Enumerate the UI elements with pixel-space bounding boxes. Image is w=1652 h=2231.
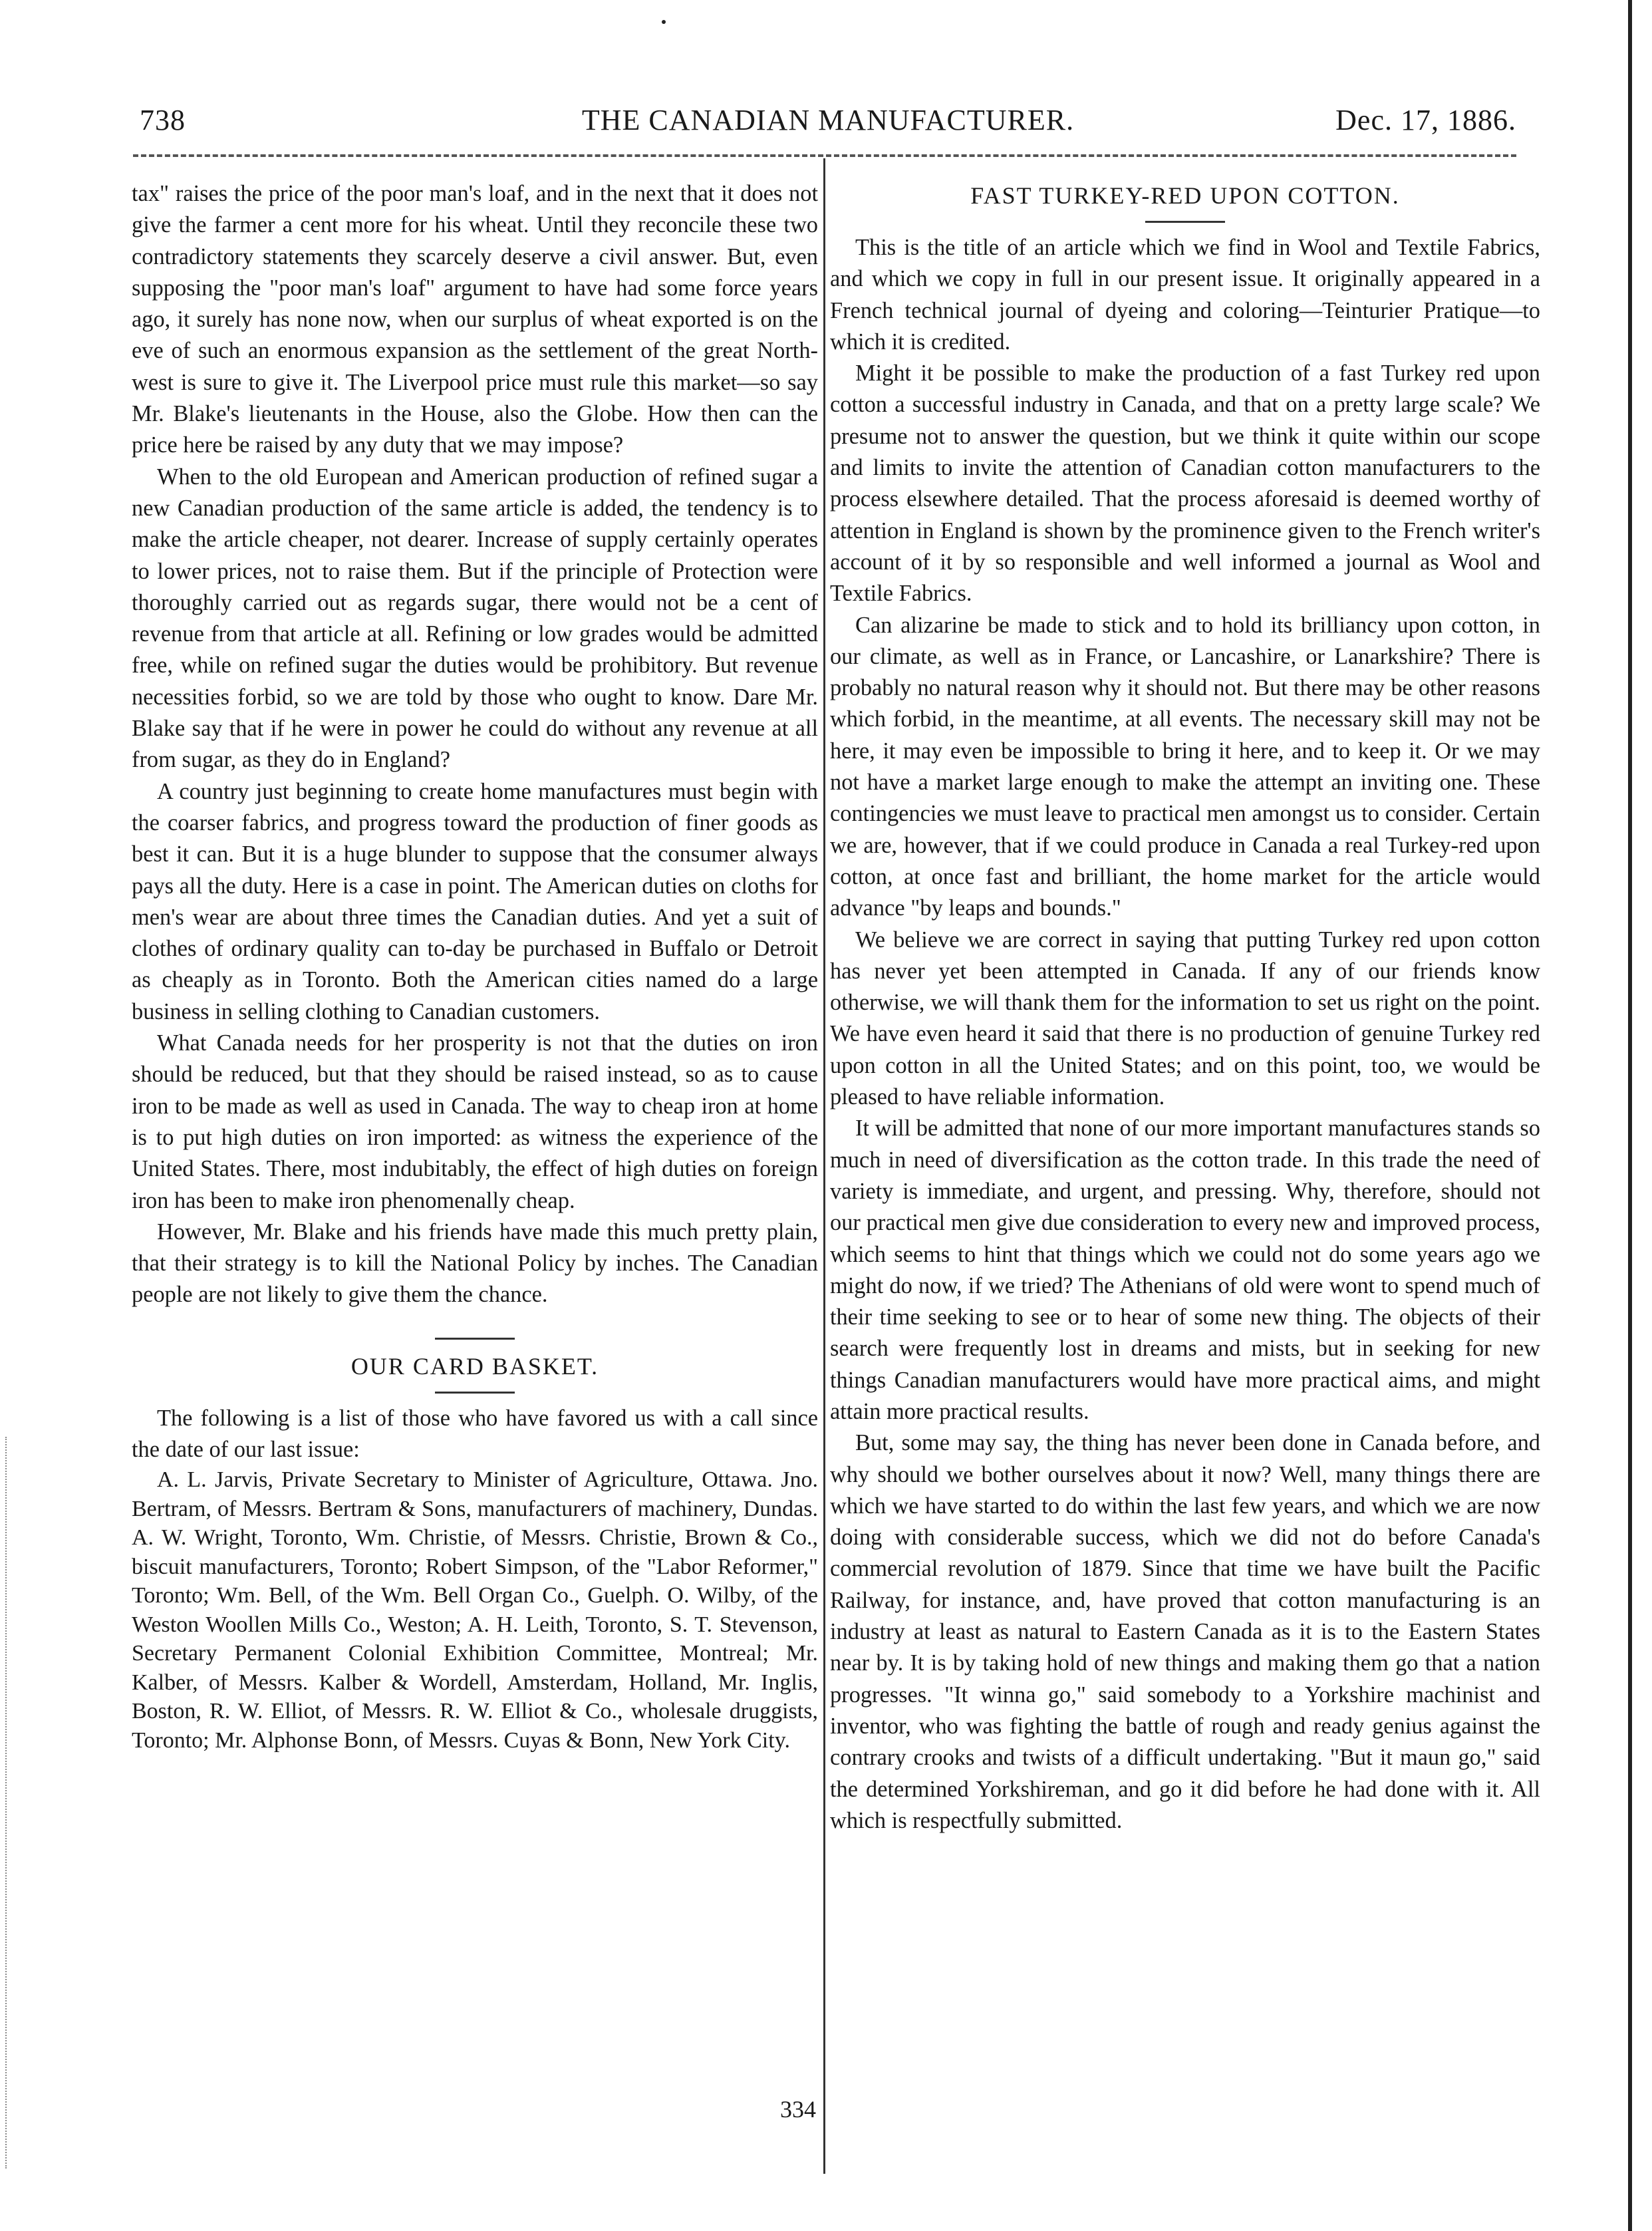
column-divider <box>823 158 825 2174</box>
article-paragraph: This is the title of an article which we find in Wool and Textile Fabrics, and which we copy in full in our present issue. It originally appeared in a French technical journal of dyeing and coloring—Teinturier Pratique—to which it is credited. <box>830 235 1540 355</box>
section-heading-turkey-red: FAST TURKEY-RED UPON COTTON. <box>970 182 1400 209</box>
article-paragraph: When to the old European and American production of refined sugar a new Canadian production of the same article is added, the tendency is to make the article cheaper, not dearer. Increase of supply certainly operates to lower prices, not to raise them. But if the principle of Protection were thoroughly carried out as regards sugar, there would not be a cent of revenue from that article at all. Refining or low grades would be admitted free, while on refined sugar the duties would be prohibitory. But revenue necessities forbid, so we are told by those who ought to know. Dare Mr. Blake say that if he were in power he could do without any revenue at all from sugar, as they do in England? <box>132 464 818 773</box>
left-column <box>132 178 818 1755</box>
footer-page-number: 334 <box>780 2096 816 2123</box>
scan-edge-marks <box>5 1437 12 2168</box>
issue-date: Dec. 17, 1886. <box>1335 104 1516 136</box>
publication-title: THE CANADIAN MANUFACTURER. <box>581 104 1075 136</box>
card-basket-intro: The following is a list of those who have favored us with a call since the date of our last issue: <box>132 1405 818 1462</box>
article-paragraph: Might it be possible to make the production of a fast Turkey red upon cotton a successful industry in Canada, and that on a pretty large scale? We presume not to answer the question, but we think it quite within our scope and limits to invite the attention of Canadian cotton manufacturers to the process elsewhere detailed. That the process aforesaid is deemed worthy of attention in England is shown by the prominence given to the French writer's account of it by so responsible and well informed a journal as Wool and Textile Fabrics. <box>830 361 1540 607</box>
section-heading-card-basket: OUR CARD BASKET. <box>350 1352 599 1380</box>
article-paragraph: However, Mr. Blake and his friends have made this much pretty plain, that their strategy is to kill the National Policy by inches. The Canadian people are not likely to give them the chance. <box>132 1219 818 1308</box>
scan-edge-rule <box>1628 0 1632 2231</box>
article-paragraph: We believe we are correct in saying that putting Turkey red upon cotton has never yet been attempted in Canada. If any of our friends know otherwise, we will thank them for the information to set us right on the point. We have even heard it said that there is no production of genuine Turkey red upon cotton in all the United States; and on this point, too, we would be pleased to have reliable information. <box>830 927 1540 1110</box>
article-paragraph: tax" raises the price of the poor man's loaf, and in the next that it does not give the farmer a cent more for his wheat. Until they reconcile these two contradictory statements they scarcely deserve a civil answer. But, even supposing the "poor man's loaf" argument to have had some force years ago, it surely has none now, when our surplus of wheat exported is on the eve of such an enormous expansion as the settlement of the great North-west is sure to give it. The Liverpool price must rule this market—so say Mr. Blake's lieutenants in the House, also the Globe. How then can the price here be raised by any duty that we may impose? <box>132 181 818 458</box>
section-divider <box>435 1338 515 1340</box>
article-paragraph: Can alizarine be made to stick and to hold its brilliancy upon cotton, in our climate, as well as in France, or Lancashire, or Lanarkshire? There is probably no natural reason why it should not. But there may be other reasons which forbid, in the meantime, at all events. The necessary skill may not be here, it may even be impossible to bring it here, and to keep it. Or we may not have a market large enough to make the attempt an inviting one. These contingencies we must leave to practical men amongst us to consider. Certain we are, however, that if we could produce in Canada a real Turkey-red upon cotton, at once fast and brilliant, the home market for the article would advance "by leaps and bounds." <box>830 612 1540 921</box>
right-column <box>830 178 1540 1837</box>
card-basket-list: A. L. Jarvis, Private Secretary to Minister of Agriculture, Ottawa. Jno. Bertram, of Messrs. Bertram & Sons, manufacturers of machinery, Dundas. A. W. Wright, Toronto, Wm. Christie, of Messrs. Christie, Brown & Co., biscuit manufacturers, Toronto; Robert Simpson, of the "Labor Reformer," Toronto; Wm. Bell, of the Wm. Bell Organ Co., Guelph. O. Wilby, of the Weston Woollen Mills Co., Weston; A. H. Leith, Toronto, S. T. Stevenson, Secretary Permanent Colonial Exhibition Committee, Montreal; Mr. Kalber, of Messrs. Kalber & Wordell, Amsterdam, Holland, Mr. Inglis, Boston, R. W. Elliot, of Messrs. R. W. Elliot & Co., wholesale druggists, Toronto; Mr. Alphonse Bonn, of Messrs. Cuyas & Bonn, New York City. <box>132 1467 818 1753</box>
section-divider <box>435 1392 515 1394</box>
article-paragraph: What Canada needs for her prosperity is not that the duties on iron should be reduced, but that they should be raised instead, so as to cause iron to be made as well as used in Canada. The way to cheap iron at home is to put high duties on iron imported: as witness the experience of the United States. There, most indubitably, the effect of high duties on foreign iron has been to make iron phenomenally cheap. <box>132 1030 818 1213</box>
header-rule <box>133 154 1516 157</box>
article-paragraph: A country just beginning to create home manufactures must begin with the coarser fabrics, and progress toward the production of finer goods as best it can. But it is a huge blunder to suppose that the consumer always pays all the duty. Here is a case in point. The American duties on cloths for men's wear are about three times the Canadian duties. And yet a suit of clothes of ordinary quality can to-day be purchased in Buffalo or Detroit as cheaply as in Toronto. Both the American cities named do a large business in selling clothing to Canadian customers. <box>132 778 818 1024</box>
article-paragraph: It will be admitted that none of our more important manufactures stands so much in need of diversification as the cotton trade. In this trade the need of variety is immediate, and urgent, and pressing. Why, therefore, should not our practical men give due consideration to every new and improved process, which seems to hint that things which we could not do some years ago we might do now, if we tried? The Athenians of old were wont to spend much of their time seeking to see or to hear of some new thing. The objects of their search were frequently lost in dreams and mists, but in seeking for new things Canadian manufacturers would have more practical aims, and might attain more practical results. <box>830 1116 1540 1424</box>
print-speck <box>662 20 666 24</box>
article-paragraph: But, some may say, the thing has never been done in Canada before, and why should we bother ourselves about it now? Well, many things there are which we have started to do within the last few years, and which we are now doing with considerable success, which we did not do before Canada's commercial revolution of 1879. Since that time we have built the Pacific Railway, for instance, and, have proved that cotton manufacturing is an industry at least as natural to Eastern Canada as it is to the Eastern States near by. It is by taking hold of new things and making them go that a nation progresses. "It winna go," said somebody to a Yorkshire machinist and inventor, who was fighting the battle of rough and ready genius against the contrary crooks and twists of a difficult undertaking. "But it maun go," said the determined Yorkshireman, and go it did before he had done with it. All which is respectfully submitted. <box>830 1430 1540 1833</box>
section-divider <box>1145 221 1225 223</box>
page-number: 738 <box>140 104 186 136</box>
page-header <box>140 103 1516 143</box>
